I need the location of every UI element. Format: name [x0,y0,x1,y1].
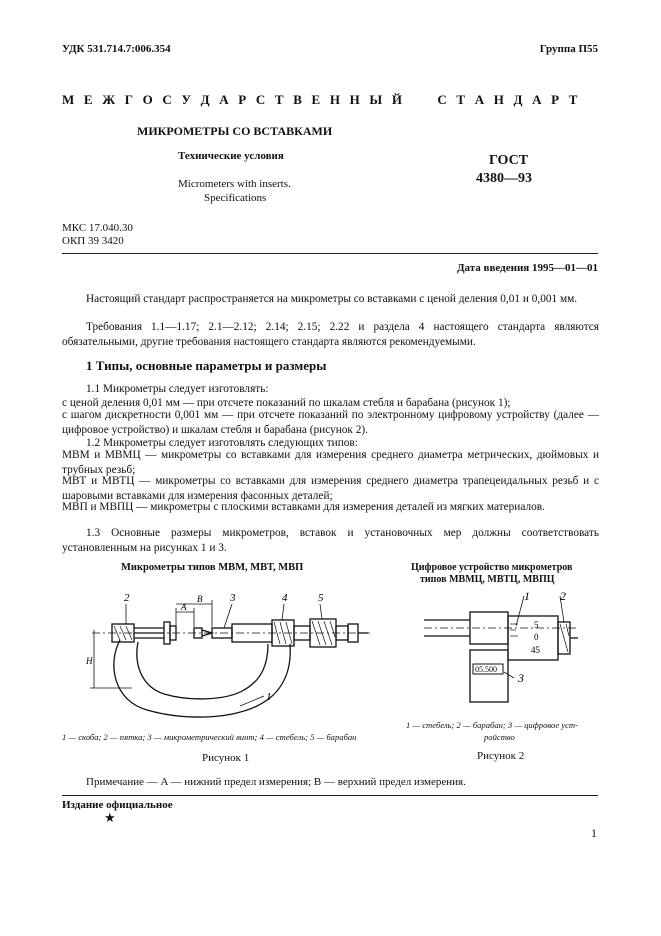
english-subtitle: Specifications [204,192,267,204]
fig2-scale-0: 0 [534,632,539,642]
mks-code: МКС 17.040.30 [62,222,133,234]
section-1-heading: 1 Типы, основные параметры и размеры [86,358,327,373]
figure-1-micrometer-drawing [72,582,372,732]
para-1-2: 1.2 Микрометры следует изготовлять следующих типов: [86,437,358,449]
para-1-3: 1.3 Основные размеры микрометров, вставок и установочных мер должны соответствовать установленным на рисунках 1 и 3. [62,527,599,555]
intro-paragraph-1: Настоящий стандарт распространяется на микрометры со вставками с ценой деления 0,01 и 0,001 мм. [86,293,578,305]
fig1-label-4: 4 [282,592,288,604]
figure-2-caption: Рисунок 2 [477,750,525,762]
page-number: 1 [591,826,597,840]
figure-1-legend: 1 — скоба; 2 — пятка; 3 — микрометрический винт; 4 — стебель; 5 — барабан [62,732,357,742]
star-mark: ★ [104,810,116,825]
figures-note: Примечание — A — нижний предел измерения; B — верхний предел измерения. [86,776,466,788]
group-code: Группа П55 [539,43,598,55]
official-edition: Издание официальное [62,799,173,811]
fig2-scale-45: 45 [531,645,540,655]
para-1-2-c: МВП и МВПЦ — микрометры с плоскими вставками для измерения деталей из мягких материалов. [62,501,545,513]
fig1-dim-h: H [86,656,93,666]
fig2-label-2: 2 [560,590,566,603]
fig1-label-2: 2 [124,592,130,604]
para-1-2-a: МВМ и МВМЦ — микрометры со вставками для измерения среднего диаметра метрических, дюймовых и трубных резьб; [62,449,599,477]
fig2-scale-5: 5 [534,620,539,630]
figure-1-caption: Рисунок 1 [202,752,250,764]
gost-label: ГОСТ [489,153,529,168]
fig1-label-1: 1 [266,691,272,703]
fig2-display-readout: 05.500 [475,665,497,674]
fig1-dim-b: B [197,594,203,604]
footer-rule [62,795,598,796]
fig1-label-3: 3 [230,592,236,604]
figure-2-legend-line-2: ройство [484,732,515,742]
figure-2-title-line-2: типов МВМЦ, МВТЦ, МВПЦ [420,574,555,585]
doc-subtitle: Технические условия [178,150,284,162]
gost-number: 4380—93 [476,171,532,186]
fig2-label-1: 1 [524,590,530,603]
intro-paragraph-2: Требования 1.1—1.17; 2.1—2.12; 2.14; 2.15; 2.22 и раздела 4 настоящего стандарта являются обязательными, другие требования настоящего стандарта являются рекомендуемыми. [62,321,599,349]
fig1-dim-a: A [181,602,187,612]
figure-1-title: Микрометры типов МВМ, МВТ, МВП [121,562,304,573]
para-1-1-a: с ценой деления 0,01 мм — при отсчете показаний по шкалам стебля и барабана (рисунок 1); [62,397,511,409]
udk-code: УДК 531.714.7:006.354 [62,43,171,55]
para-1-1-b: с шагом дискретности 0,001 мм — при отсчете показаний по электронному цифровому устройству (далее — цифровое устройство) и шкалам стебля и барабана (рисунок 2). [62,409,599,437]
header-rule [62,253,598,254]
fig2-label-3: 3 [518,671,524,685]
date-introduced: Дата введения 1995—01—01 [456,262,598,274]
english-title: Micrometers with inserts. [178,178,291,190]
figure-2-legend-line-1: 1 — стебель; 2 — барабан; 3 — цифровое уст- [406,720,578,730]
figure-2-title-line-1: Цифровое устройство микрометров [411,562,573,573]
okp-code: ОКП 39 3420 [62,235,124,247]
para-1-1: 1.1 Микрометры следует изготовлять: [86,383,269,395]
para-1-2-b: МВТ и МВТЦ — микрометры со вставками для измерения среднего диаметра трапецеидальных резьб и с шаровыми вставками для измерения фасонных деталей; [62,475,599,503]
figure-2-digital-unit-drawing [420,590,580,710]
standard-banner: М Е Ж Г О С У Д А Р С Т В Е Н Н Ы Й С Т А Н Д А Р Т [62,92,581,107]
fig1-label-5: 5 [318,592,324,604]
doc-title: МИКРОМЕТРЫ СО ВСТАВКАМИ [137,124,333,138]
